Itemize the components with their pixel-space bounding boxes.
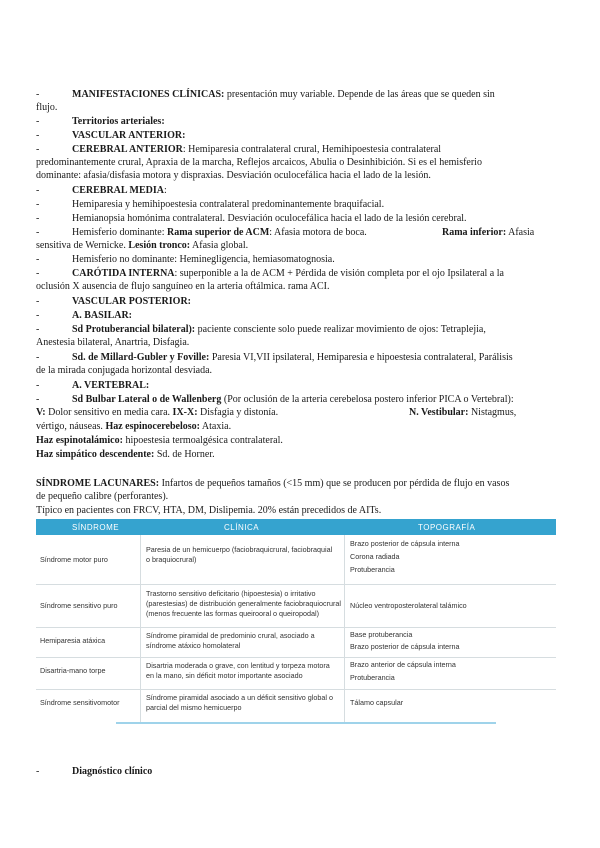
vertebral-heading: A. VERTEBRAL: [72,380,150,391]
cell-clinica: Disartria moderada o grave, con lentitud y torpeza motora en la mano, sin déficit motor importante asociado [146,661,330,680]
vascular-posterior-heading: VASCULAR POSTERIOR: [72,296,192,307]
table-row [36,692,556,718]
manifestaciones-text: presentación muy variable. Depende de las áreas que se queden sin [224,89,495,100]
cerebral-anterior-cont2: dominante: afasia/disfasia motora y dispraxias. Desviación oculocefálica hacia el lado de la lesión. [36,170,431,181]
header-clinica: CLÍNICA [224,523,260,532]
document-page: - MANIFESTACIONES CLÍNICAS: presentación muy variable. Depende de las áreas que se queden sin flujo. - Territorios arteriales: - VASCULAR ANTERIOR: - CEREBRAL ANTERIOR: Hemiparesia contralateral crural, Hemihipoestesia contralateral predominantemente crural, Apraxia de la marcha, Reflejos arcaicos, Abulia o Desinhibición. Si es el hemisferio dominante: afasia/disfasia motora y dispraxias. Desviación oculocefálica hacia el lado de la lesión. - CEREBRAL MEDIA: - Hemiparesia y hemihipoestesia contralateral predominantemente braquifacial. - Hemianopsia homónima contralateral. Desviación oculocefálica hacia el lado de la lesión cerebral. - Hemisferio dominante: Rama superior de ACM: Afasia motora de boca. Rama inferior: Afasia sensitiva de Wernicke. Lesión tronco: Afasia global. - Hemisferio no dominante: Heminegligencia, hemiasomatognosia. - CARÓTIDA INTERNA: superponible a la de ACM + Pérdida de visión completa por el ojo Ipsilateral a la oclusión X ausencia de flujo sanguíneo en la arteria oftálmica. rama ACI. - VASCULAR POSTERIOR: - A. BASILAR: - Sd Protuberancial bilateral): paciente consciente solo puede realizar movimiento de ojos: Tetraplejia, Anestesia bilateral, Anartria, Disfagia. - Sd. de Millard-Gubler y Foville: Paresia VI,VII ipsilateral, Hemiparesia e hipoestesia contralateral, Parálisis de la mirada conjugada horizontal desviada. - A. VERTEBRAL: - Sd Bulbar Lateral o de Wallenberg (Por oclusión de la arteria cerebelosa postero inferior PICA o Vertebral): V: Dolor sensitivo en media cara. IX-X: Disfagia y distonía. N. Vestibular: Nistagmus, vértigo, náuseas. Haz espinocerebeloso: Ataxia. Haz espinotalámico: hipoestesia termoalgésica contralateral. Haz simpático descendente: Sd. de Horner. SÍNDROME LACUNARES: Infartos de pequeños tamaños (<15 mm) que se producen por pérdida de flujo en vasos de pequeño calibre (perforantes). Típico en pacientes con FRCV, HTA, DM, Dislipemia. 20% están precedidos de AITs. SÍNDROME CLÍNICA TOPOGRAFÍA Síndrome motor puro Paresia de un hemicuerpo (faciobraquicrural, faciobraquial o braquiocrural) Brazo posterior de cápsula interna Corona radiada Protuberancia Síndrome sensitivo puro Trastorno sensitivo deficitario (hipoestesia) o irritativo (parestesias) de distribución generalmente faciobraquiocrural (menos frecuente las formas queirooral o queiropodal) Núcleo ventroposterolateral talámico Hemiparesia atáxica Síndrome piramidal de predominio crural, asociado a síndrome atáxico homolateral Base protuberancia Brazo posterior de cápsula interna Disartria-mano torpe Disartria moderada o grave, con lentitud y torpeza motora en la mano, sin déficit motor importante asociado Brazo anterior de cápsula interna Protuberancia Síndrome sensitivomotor Síndrome piramidal asociado a un déficit sensitivo global o parcial del mismo hemicuerpo Tálamo capsular - Diagnóstico clínico [0,0,600,848]
lacunares-cont2: Típico en pacientes con FRCV, HTA, DM, Dislipemia. 20% están precedidos de AITs. [36,505,382,516]
header-topografia: TOPOGRAFÍA [418,523,476,532]
row-divider [36,584,556,585]
territorios-heading: Territorios arteriales: [72,116,165,127]
wallenberg-title: Sd Bulbar Lateral o de Wallenberg [72,394,222,405]
carotida-cont: oclusión X ausencia de flujo sanguíneo en la arteria oftálmica. rama ACI. [36,281,330,292]
protuberancial-title: Sd Protuberancial bilateral): [72,324,196,335]
millard-title: Sd. de Millard-Gubler y Foville: [72,352,210,363]
row-divider [36,689,556,690]
protuberancial-cont: Anestesia bilateral, Anartria, Disfagia. [36,337,190,348]
table-row [36,539,556,583]
row-divider [36,627,556,628]
table-row [36,630,556,656]
diagnostico-heading: Diagnóstico clínico [72,766,153,777]
millard-cont: de la mirada conjugada horizontal desviada. [36,365,213,376]
wallenberg-cont3: Haz espinotalámico: hipoestesia termoalgésica contralateral. [36,435,283,446]
vascular-anterior-heading: VASCULAR ANTERIOR: [72,130,186,141]
cell-clinica: Síndrome piramidal de predominio crural, asociado a síndrome atáxico homolateral [146,631,315,650]
cell-clinica: Síndrome piramidal asociado a un déficit sensitivo global o parcial del mismo hemicuerpo [146,693,333,712]
cell-topografia: Tálamo capsular [350,698,404,707]
cell-topografia: Base protuberancia Brazo posterior de cápsula interna [350,630,460,651]
table-header [36,519,556,535]
lacunares-cont1: de pequeño calibre (perforantes). [36,491,169,502]
wallenberg-cont4: Haz simpático descendente: Sd. de Horner. [36,449,215,460]
cell-topografia: Brazo posterior de cápsula interna Corona radiada Protuberancia [350,539,460,574]
lacunares-line: SÍNDROME LACUNARES: Infartos de pequeños tamaños (<15 mm) que se producen por pérdida de flujo en vasos [36,478,510,489]
cell-topografia: Núcleo ventroposterolateral talámico [350,601,467,610]
cerebral-media-title: CEREBRAL MEDIA [72,185,164,196]
cell-sindrome: Hemiparesia atáxica [40,636,106,645]
cell-sindrome: Síndrome sensitivo puro [40,601,118,610]
table-row [36,587,556,629]
lacunares-title: SÍNDROME LACUNARES: [36,478,160,489]
cell-sindrome: Síndrome sensitivomotor [40,698,120,707]
row-divider [36,657,556,658]
cell-topografia: Brazo anterior de cápsula interna Protuberancia [350,660,456,682]
table-bottom-accent [116,722,496,724]
cerebral-anterior-title: CEREBRAL ANTERIOR [72,144,183,155]
manifestaciones-title: MANIFESTACIONES CLÍNICAS: [72,89,225,100]
cerebral-anterior-cont1: predominantemente crural, Apraxia de la marcha, Reflejos arcaicos, Abulia o Desinhibición. Si es el hemisferio [36,157,482,168]
cell-clinica: Paresia de un hemicuerpo (faciobraquicrural, faciobraquial o braquiocrural) [146,545,333,564]
wallenberg-cont1: V: Dolor sensitivo en media cara. IX-X: Disfagia y distonía. N. Vestibular: Nistagmus, [36,407,517,418]
carotida-title: CARÓTIDA INTERNA [72,268,175,279]
table-row [36,660,556,686]
cerebral-media-item3-cont: sensitiva de Wernicke. Lesión tronco: Afasia global. [36,240,249,251]
cell-sindrome: Disartria-mano torpe [40,666,106,675]
manifestaciones-cont: flujo. [36,102,58,113]
basilar-heading: A. BASILAR: [72,310,133,321]
cell-clinica: Trastorno sensitivo deficitario (hipoestesia) o irritativo (parestesias) de distribución generalmente faciobraquiocrural (menos frecuente las formas queirooral o queiropodal) [146,589,341,618]
header-sindrome: SÍNDROME [72,523,120,532]
wallenberg-cont2: vértigo, náuseas. Haz espinocerebeloso: Ataxia. [36,421,232,432]
cell-sindrome: Síndrome motor puro [40,555,108,564]
